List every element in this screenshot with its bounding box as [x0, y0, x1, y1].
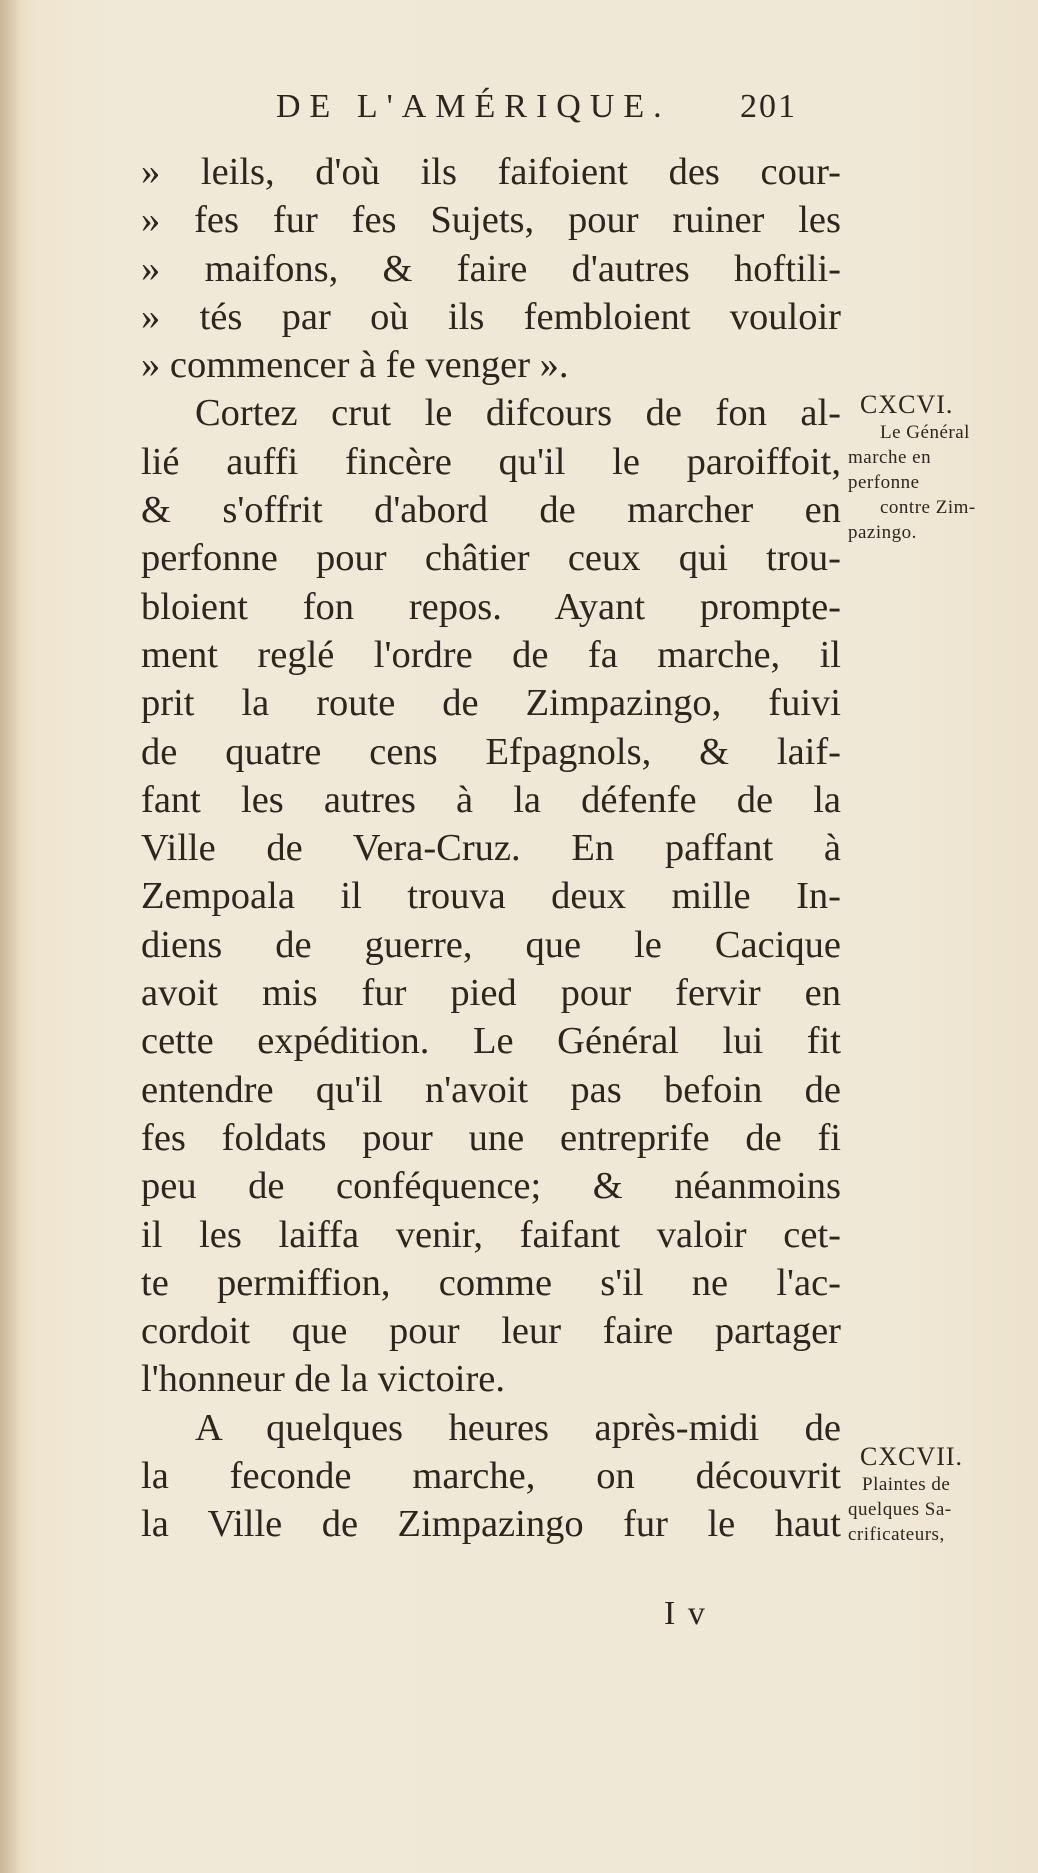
text-line: cordoit que pour leur faire partager: [141, 1310, 841, 1353]
text-line: Ville de Vera-Cruz. En paffant à: [141, 827, 841, 870]
text-line: » commencer à fe venger ».: [141, 344, 569, 387]
text-line: peu de conféquence; & néanmoins: [141, 1165, 841, 1208]
text-line: lié auffi fincère qu'il le paroiffoit,: [141, 440, 841, 483]
text-line: » leils, d'où ils faifoient des cour-: [141, 151, 841, 193]
body-text: [141, 148, 841, 1549]
margin-note-line: perfonne: [848, 472, 920, 493]
margin-note-line: Le Général: [880, 422, 970, 443]
text-line: diens de guerre, que le Cacique: [141, 923, 841, 966]
running-head-title: DE L'AMÉRIQUE.: [276, 88, 671, 125]
running-head: [150, 88, 830, 132]
text-line: Cortez crut le difcours de fon al-: [195, 392, 841, 435]
text-line: & s'offrit d'abord de marcher en: [141, 489, 841, 532]
text-line: de quatre cens Efpagnols, & laif-: [141, 730, 841, 773]
margin-note-line: crificateurs,: [848, 1524, 945, 1545]
text-line: perfonne pour châtier ceux qui trou-: [141, 537, 841, 580]
text-line: avoit mis fur pied pour fervir en: [141, 972, 841, 1015]
text-line: entendre qu'il n'avoit pas befoin de: [141, 1068, 841, 1111]
page-number: 201: [740, 88, 797, 125]
margin-note-number: CXCVI.: [860, 390, 954, 419]
text-line: l'honneur de la victoire.: [141, 1358, 506, 1401]
text-line: cette expédition. Le Général lui fit: [141, 1020, 841, 1063]
text-line: A quelques heures après-midi de: [195, 1406, 841, 1449]
margin-note-number: CXCVII.: [860, 1442, 964, 1471]
text-line: » tés par où ils fembloient vouloir: [141, 295, 841, 338]
margin-note-cxcvii: [848, 1442, 1018, 1547]
text-line: il les laiffa venir, faifant valoir cet-: [141, 1213, 841, 1256]
text-line: » maifons, & faire d'autres hoftili-: [141, 247, 841, 290]
text-line: » fes fur fes Sujets, pour ruiner les: [141, 199, 841, 242]
text-line: bloient fon repos. Ayant prompte-: [141, 585, 841, 628]
margin-note-line: contre Zim-: [880, 497, 976, 518]
margin-note-line: pazingo.: [848, 522, 917, 543]
margin-note-cxcvi: [848, 390, 1018, 545]
margin-note-line: marche en: [848, 447, 932, 468]
gutter-shadow: [0, 0, 22, 1873]
text-line: prit la route de Zimpazingo, fuivi: [141, 682, 841, 725]
margin-note-line: Plaintes de: [862, 1474, 951, 1495]
text-line: te permiffion, comme s'il ne l'ac-: [141, 1261, 841, 1304]
catchword: I v: [664, 1595, 707, 1632]
text-line: Zempoala il trouva deux mille In-: [141, 875, 841, 918]
text-line: fant les autres à la défenfe de la: [141, 778, 841, 821]
text-line: fes foldats pour une entreprife de fi: [141, 1116, 841, 1159]
margin-note-line: quelques Sa-: [848, 1499, 952, 1520]
text-line: la feconde marche, on découvrit: [141, 1455, 841, 1498]
text-line: ment reglé l'ordre de fa marche, il: [141, 633, 841, 676]
text-line: la Ville de Zimpazingo fur le haut: [141, 1503, 841, 1546]
